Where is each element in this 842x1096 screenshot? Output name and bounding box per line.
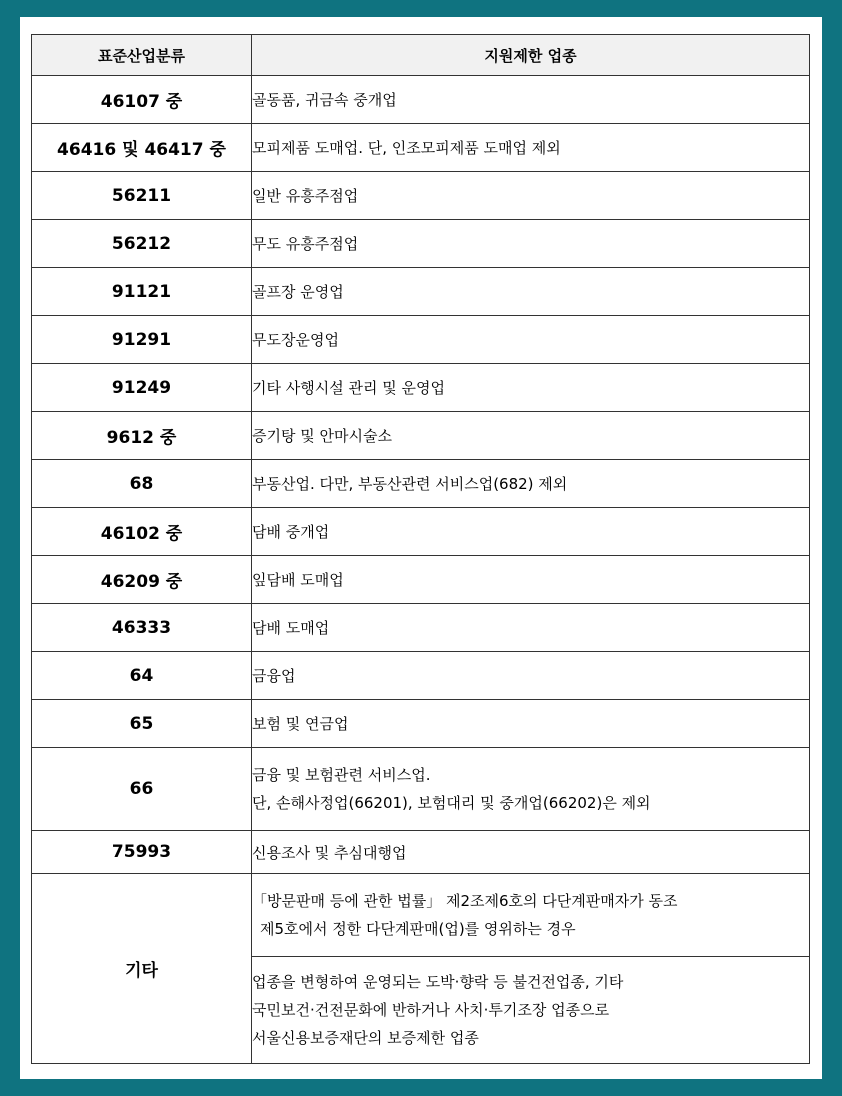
table-row [32, 604, 810, 652]
desc-line: 단, 손해사정업(66201), 보험대리 및 중개업(66202)은 제외 [252, 794, 651, 812]
table-row [32, 700, 810, 748]
industry-code-cell: 46102 중 [32, 508, 252, 556]
industry-code-cell: 68 [32, 460, 252, 508]
desc-line: 업종을 변형하여 운영되는 도박·향락 등 불건전업종, 기타 [252, 973, 624, 991]
industry-code-cell: 46107 중 [32, 76, 252, 124]
desc-line: 금융 및 보험관련 서비스업. [252, 766, 431, 784]
header-restricted-industry: 지원제한 업종 [252, 35, 810, 76]
industry-code-cell: 91249 [32, 364, 252, 412]
desc-line: 「방문판매 등에 관한 법률」 제2조제6호의 다단계판매자가 동조 [252, 892, 678, 910]
industry-desc-cell: 모피제품 도매업. 단, 인조모피제품 도매업 제외 [252, 124, 810, 172]
table-row [32, 652, 810, 700]
table-row [32, 268, 810, 316]
industry-code-cell: 75993 [32, 831, 252, 874]
industry-code-cell: 66 [32, 748, 252, 831]
table-row [32, 172, 810, 220]
table-row [32, 874, 810, 957]
industry-desc-cell: 보험 및 연금업 [252, 700, 810, 748]
industry-desc-cell: 골프장 운영업 [252, 268, 810, 316]
industry-code-cell: 91291 [32, 316, 252, 364]
industry-desc-cell: 기타 사행시설 관리 및 운영업 [252, 364, 810, 412]
table-row [32, 220, 810, 268]
industry-code-cell: 64 [32, 652, 252, 700]
industry-desc-cell: 잎담배 도매업 [252, 556, 810, 604]
restricted-industries-table [31, 34, 810, 1064]
industry-code-cell: 65 [32, 700, 252, 748]
industry-code-cell: 56211 [32, 172, 252, 220]
table-row [32, 556, 810, 604]
industry-code-cell: 46416 및 46417 중 [32, 124, 252, 172]
desc-line: 제5호에서 정한 다단계판매(업)를 영위하는 경우 [260, 920, 576, 938]
table-row [32, 124, 810, 172]
industry-desc-cell: 신용조사 및 추심대행업 [252, 831, 810, 874]
table-row [32, 364, 810, 412]
table-row [32, 412, 810, 460]
industry-code-cell: 기타 [32, 874, 252, 1064]
desc-line: 국민보건·건전문화에 반하거나 사치·투기조장 업종으로 [252, 1001, 610, 1019]
industry-code-cell: 46333 [32, 604, 252, 652]
industry-desc-cell: 담배 중개업 [252, 508, 810, 556]
industry-code-cell: 46209 중 [32, 556, 252, 604]
industry-desc-cell: 무도장운영업 [252, 316, 810, 364]
table-row [32, 508, 810, 556]
header-industry-code: 표준산업분류 [32, 35, 252, 76]
industry-desc-cell: 금융업 [252, 652, 810, 700]
industry-desc-cell: 무도 유흥주점업 [252, 220, 810, 268]
table-row [32, 76, 810, 124]
desc-line: 서울신용보증재단의 보증제한 업종 [252, 1029, 479, 1047]
document-page [20, 17, 822, 1079]
industry-desc-cell: 부동산업. 다만, 부동산관련 서비스업(682) 제외 [252, 460, 810, 508]
industry-code-cell: 91121 [32, 268, 252, 316]
industry-desc-cell: 일반 유흥주점업 [252, 172, 810, 220]
table-row [32, 316, 810, 364]
industry-desc-cell: 증기탕 및 안마시술소 [252, 412, 810, 460]
table-row [32, 748, 810, 831]
industry-desc-cell [252, 957, 810, 1064]
industry-desc-cell [252, 748, 810, 831]
industry-code-cell: 56212 [32, 220, 252, 268]
table-row [32, 831, 810, 874]
industry-desc-cell: 골동품, 귀금속 중개업 [252, 76, 810, 124]
table-row [32, 460, 810, 508]
industry-desc-cell [252, 874, 810, 957]
industry-code-cell: 9612 중 [32, 412, 252, 460]
industry-desc-cell: 담배 도매업 [252, 604, 810, 652]
